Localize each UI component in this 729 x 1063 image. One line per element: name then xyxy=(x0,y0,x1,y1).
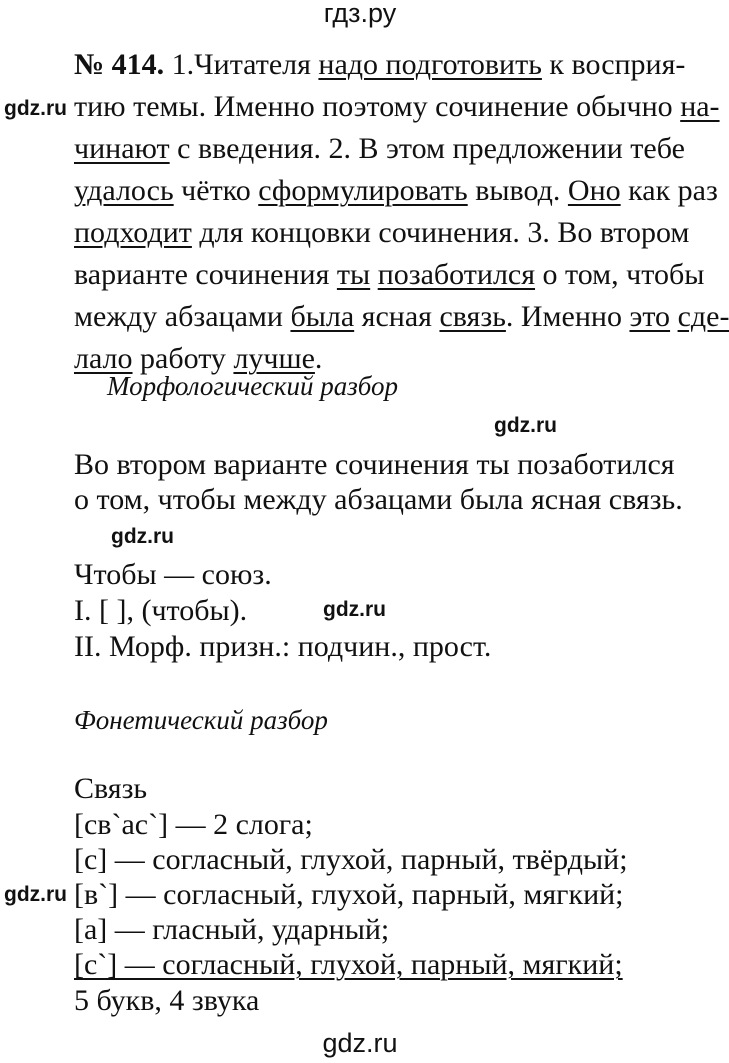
morph-item: Чтобы — союз. xyxy=(74,558,272,591)
underlined-word: сде- xyxy=(677,300,729,333)
exercise-line xyxy=(74,174,718,208)
watermark: gdz.ru xyxy=(111,525,174,548)
morph-sentence-line-1: Во втором варианте сочинения ты позаботился xyxy=(74,448,675,481)
exercise-line xyxy=(74,132,685,166)
site-header: гдз.ру xyxy=(323,0,397,28)
morph-item: II. Морф. призн.: подчин., прост. xyxy=(74,630,492,663)
underlined-word: связь xyxy=(439,300,506,333)
exercise-line xyxy=(74,90,720,124)
site-footer: gdz.ru xyxy=(322,1028,398,1058)
phon-item: [а] — гласный, ударный; xyxy=(74,913,390,946)
text-segment: как раз xyxy=(620,174,718,207)
phon-item: [в`] — согласный, глухой, парный, мягкий; xyxy=(74,878,624,911)
underlined-word: была xyxy=(290,300,355,333)
morph-title: Морфологический разбор xyxy=(107,371,399,401)
underlined-word: лучше xyxy=(233,342,315,375)
watermark: gdz.ru xyxy=(4,883,67,906)
underlined-word: ты xyxy=(336,258,371,291)
text-segment: . xyxy=(314,342,323,375)
text-segment: с введения. 2. В этом предложении тебе xyxy=(169,132,685,165)
watermark: gdz.ru xyxy=(494,414,557,437)
underlined-word: надо подготовить xyxy=(318,48,542,81)
underlined-word: на- xyxy=(680,90,720,123)
underlined-word: позаботился xyxy=(377,258,536,291)
underlined-word: лало xyxy=(74,342,133,375)
text-segment: к восприя- xyxy=(541,48,686,81)
morph-sentence-line-2: о том, чтобы между абзацами была ясная связь. xyxy=(74,483,683,516)
exercise-line xyxy=(74,300,729,334)
phon-item: [с] — согласный, глухой, парный, твёрдый; xyxy=(74,843,628,876)
text-segment xyxy=(670,300,678,333)
underlined-word: Оно xyxy=(567,174,621,207)
text-segment: о том, чтобы xyxy=(535,258,705,291)
text-segment: чётко xyxy=(173,174,259,207)
text-segment: . Именно xyxy=(505,300,630,333)
text-segment: № 414. xyxy=(74,48,165,81)
underlined-word: сформулировать xyxy=(258,174,468,207)
text-segment: 1.Читателя xyxy=(164,48,319,81)
phon-item: [св`ас`] — 2 слога; xyxy=(74,808,313,841)
exercise-line xyxy=(74,216,690,250)
text-segment: вывод. xyxy=(467,174,568,207)
watermark: gdz.ru xyxy=(4,97,67,120)
exercise-line xyxy=(74,48,686,82)
text-segment: работу xyxy=(132,342,234,375)
phon-item: 5 букв, 4 звука xyxy=(74,984,260,1017)
phon-item: [с`] — согласный, глухой, парный, мягкий; xyxy=(74,948,623,981)
text-segment: между абзацами xyxy=(74,300,291,333)
underlined-word: чинают xyxy=(74,132,170,165)
text-segment: тию темы. Именно поэтому сочинение обычно xyxy=(74,90,681,123)
phon-word: Связь xyxy=(74,772,148,805)
text-segment xyxy=(370,258,378,291)
phon-title: Фонетический разбор xyxy=(74,705,328,735)
text-segment: варианте сочинения xyxy=(74,258,337,291)
underlined-word: это xyxy=(629,300,671,333)
exercise-line xyxy=(74,258,705,292)
underlined-word: удалось xyxy=(74,174,174,207)
underlined-word: подходит xyxy=(74,216,192,249)
text-segment: для концовки сочинения. 3. Во втором xyxy=(191,216,690,249)
text-segment: ясная xyxy=(354,300,440,333)
watermark: gdz.ru xyxy=(323,598,386,621)
morph-item: I. [ ], (чтобы). xyxy=(74,594,248,627)
